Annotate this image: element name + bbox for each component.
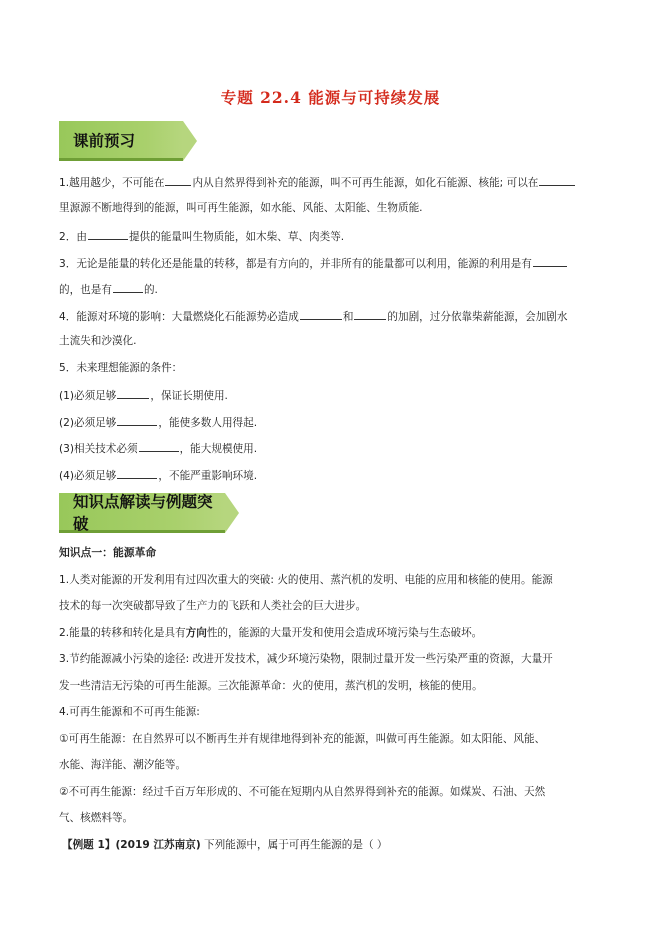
preview-q5-4: (4)必须足够 ，不能严重影响环境. [59,467,607,483]
section-banner-knowledge [59,493,225,533]
preview-q1-line1: 1.越用越少，不可能在 内从自然界得到补充的能源，叫不可再生能源，如化石能源、核能; 可以在 [59,174,607,190]
preview-q4-line1: 4．能源对环境的影响：大量燃烧化石能源势必造成 和 的加剧，过分依靠柴薪能源，会加剧水 [59,308,607,324]
knowledge-p6-line2: 气、核燃料等。 [59,812,134,824]
knowledge-p5-line2: 水能、海洋能、潮汐能等。 [59,759,187,771]
section-banner-preview [59,121,183,161]
preview-q1-line2: 里源源不断地得到的能源，叫可再生能源，如水能、风能、太阳能、生物质能. [59,202,423,214]
answer-blank [165,174,191,186]
answer-blank [117,414,157,426]
answer-blank [354,308,386,320]
section-banner-label: 知识点解读与例题突破 [73,492,213,533]
answer-blank [300,308,342,320]
knowledge-p2: 2.能量的转移和转化是具有方向性的，能源的大量开发和使用会造成环境污染与生态破坏。 [59,627,483,639]
emphasis-text: 方向 [185,627,207,639]
answer-blank [533,255,567,267]
example-question: 下列能源中，属于可再生能源的是（ ） [200,839,388,851]
answer-blank [539,174,575,186]
knowledge-p4: 4.可再生能源和不可再生能源: [59,706,200,718]
preview-q3-line2: 的，也是有 的. [59,281,607,297]
preview-q4-line2: 土流失和沙漠化. [59,335,137,347]
knowledge-p6-line1: ②不可再生能源：经过千百万年形成的、不可能在短期内从自然界得到补充的能源。如煤炭、石油、天然 [59,786,546,798]
answer-blank [88,228,128,240]
knowledge-p3-line2: 发一些清洁无污染的可再生能源。三次能源革命：火的使用，蒸汽机的发明，核能的使用。 [59,680,483,692]
knowledge-point-heading: 知识点一：能源革命 [59,546,157,559]
example-1 [62,838,610,852]
preview-q5-1: (1)必须足够 ，保证长期使用. [59,387,607,403]
answer-blank [139,440,179,452]
knowledge-p1-line2: 技术的每一次突破都导致了生产力的飞跃和人类社会的巨大进步。 [59,600,367,612]
section-banner-label: 课前预习 [73,131,136,150]
page-title: 专题 22.4 能源与可持续发展 [220,88,441,107]
answer-blank [113,281,143,293]
preview-q5-2: (2)必须足够 ，能使多数人用得起. [59,414,607,430]
answer-blank [117,467,157,479]
knowledge-p3-line1: 3.节约能源减小污染的途径: 改进开发技术，减少环境污染物，限制过量开发一些污染严重的资源，大量开 [59,653,553,665]
knowledge-p1-line1: 1.人类对能源的开发利用有过四次重大的突破: 火的使用、蒸汽机的发明、电能的应用和核能的使用。能源 [59,574,553,586]
preview-q5: 5．未来理想能源的条件： [59,362,183,374]
preview-q3-line1: 3．无论是能量的转化还是能量的转移，都是有方向的，并非所有的能量都可以利用，能源的利用是有 [59,255,607,271]
preview-q2: 2．由 提供的能量叫生物质能，如木柴、草、肉类等. [59,228,607,244]
knowledge-p5-line1: ①可再生能源：在自然界可以不断再生并有规律地得到补充的能源，叫做可再生能源。如太阳能、风能、 [59,733,546,745]
example-label: 【例题 1】 [62,839,116,851]
example-source: (2019 江苏南京) [115,839,201,851]
answer-blank [117,387,149,399]
preview-q5-3: (3)相关技术必须 ，能大规模使用. [59,440,607,456]
